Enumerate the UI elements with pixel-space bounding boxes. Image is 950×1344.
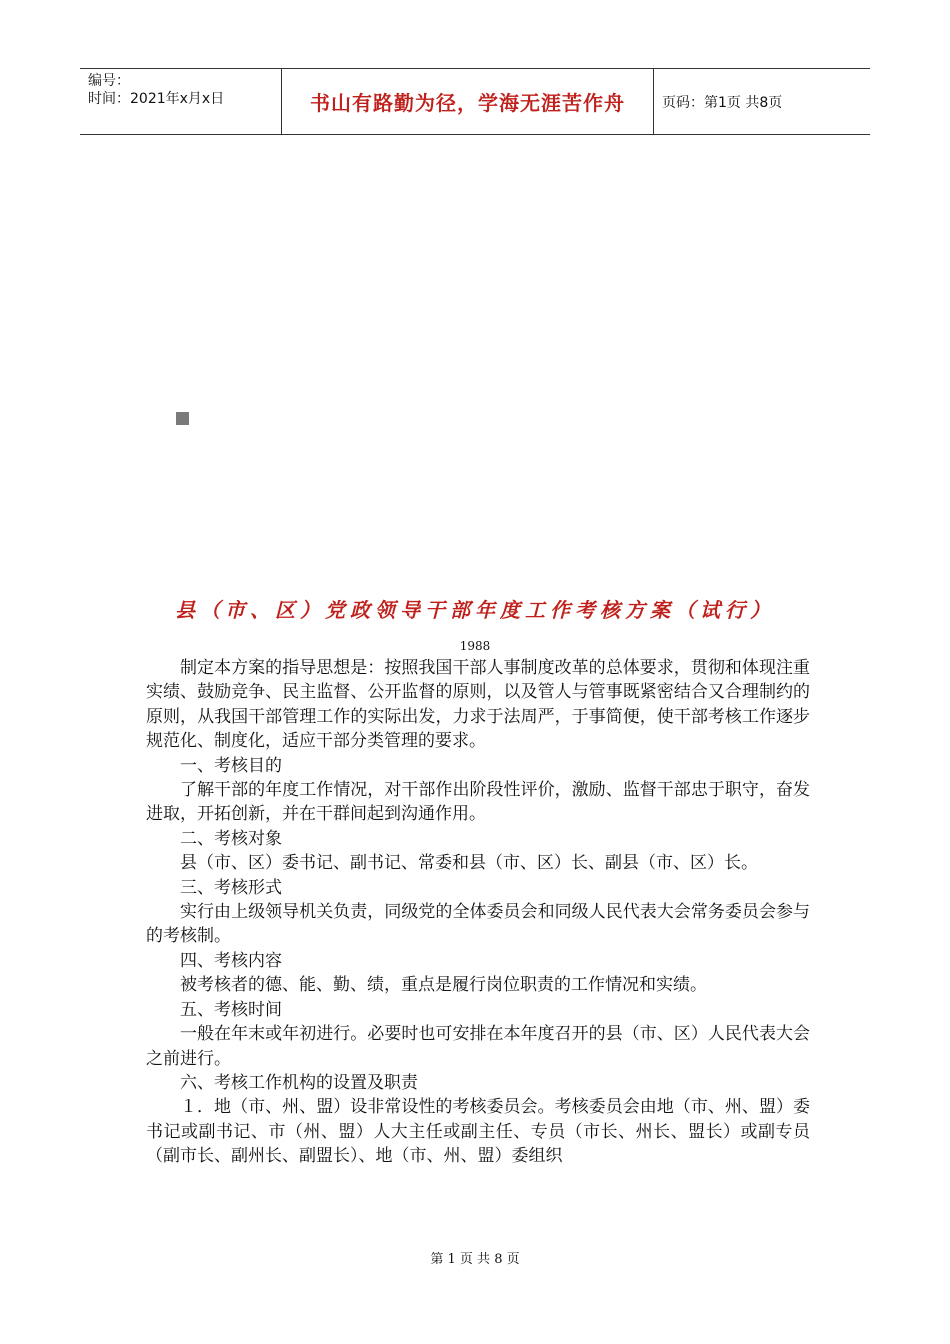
header-page-info: 页码：第1页 共8页 [662, 94, 783, 111]
doc-code-label: 编号： [88, 73, 130, 89]
document-title: 县（市、区）党政领导干部年度工作考核方案（试行） [175, 598, 775, 622]
page-header [80, 68, 870, 135]
section-heading: 四、考核内容 [180, 950, 282, 971]
paragraph: 制定本方案的指导思想是：按照我国干部人事制度改革的总体要求，贯彻和体现注重实绩、鼓励竞争、民主监督、公开监督的原则，以及管人与管事既紧密结合又合理制约的原则，从我国干部管理工作的实际出发，力求于法周严，于事简便，使干部考核工作逐步规范化、制度化，适应干部分类管理的要求。 [146, 658, 810, 752]
paragraph: 了解干部的年度工作情况，对干部作出阶段性评价，激励、监督干部忠于职守，奋发进取，开拓创新，并在干群间起到沟通作用。 [146, 780, 810, 825]
paragraph: 实行由上级领导机关负责，同级党的全体委员会和同级人民代表大会常务委员会参与的考核制。 [146, 902, 810, 947]
section-heading: 三、考核形式 [180, 877, 282, 898]
square-bullet-icon [176, 412, 189, 425]
page-footer: 第 1 页 共 8 页 [430, 1252, 520, 1267]
paragraph: 被考核者的德、能、勤、绩，重点是履行岗位职责的工作情况和实绩。 [180, 975, 707, 996]
doc-time-label: 时间：2021年x月x日 [88, 91, 225, 107]
section-heading: 六、考核工作机构的设置及职责 [180, 1072, 418, 1093]
section-heading: 二、考核对象 [180, 828, 282, 849]
section-heading: 五、考核时间 [180, 999, 282, 1020]
section-heading: 一、考核目的 [180, 755, 282, 776]
document-year: 1988 [459, 639, 491, 653]
document-body [146, 656, 810, 1169]
paragraph: 县（市、区）委书记、副书记、常委和县（市、区）长、副县（市、区）长。 [180, 853, 758, 874]
header-motto: 书山有路勤为径，学海无涯苦作舟 [282, 69, 654, 134]
paragraph: １．地（市、州、盟）设非常设性的考核委员会。考核委员会由地（市、州、盟）委书记或副书记、市（州、盟）人大主任或副主任、专员（市长、州长、盟长）或副专员（副市长、副州长、副盟长）、地（市、州、盟）委组织 [146, 1097, 810, 1167]
paragraph: 一般在年末或年初进行。必要时也可安排在本年度召开的县（市、区）人民代表大会之前进行。 [146, 1024, 810, 1069]
header-meta [80, 69, 282, 134]
